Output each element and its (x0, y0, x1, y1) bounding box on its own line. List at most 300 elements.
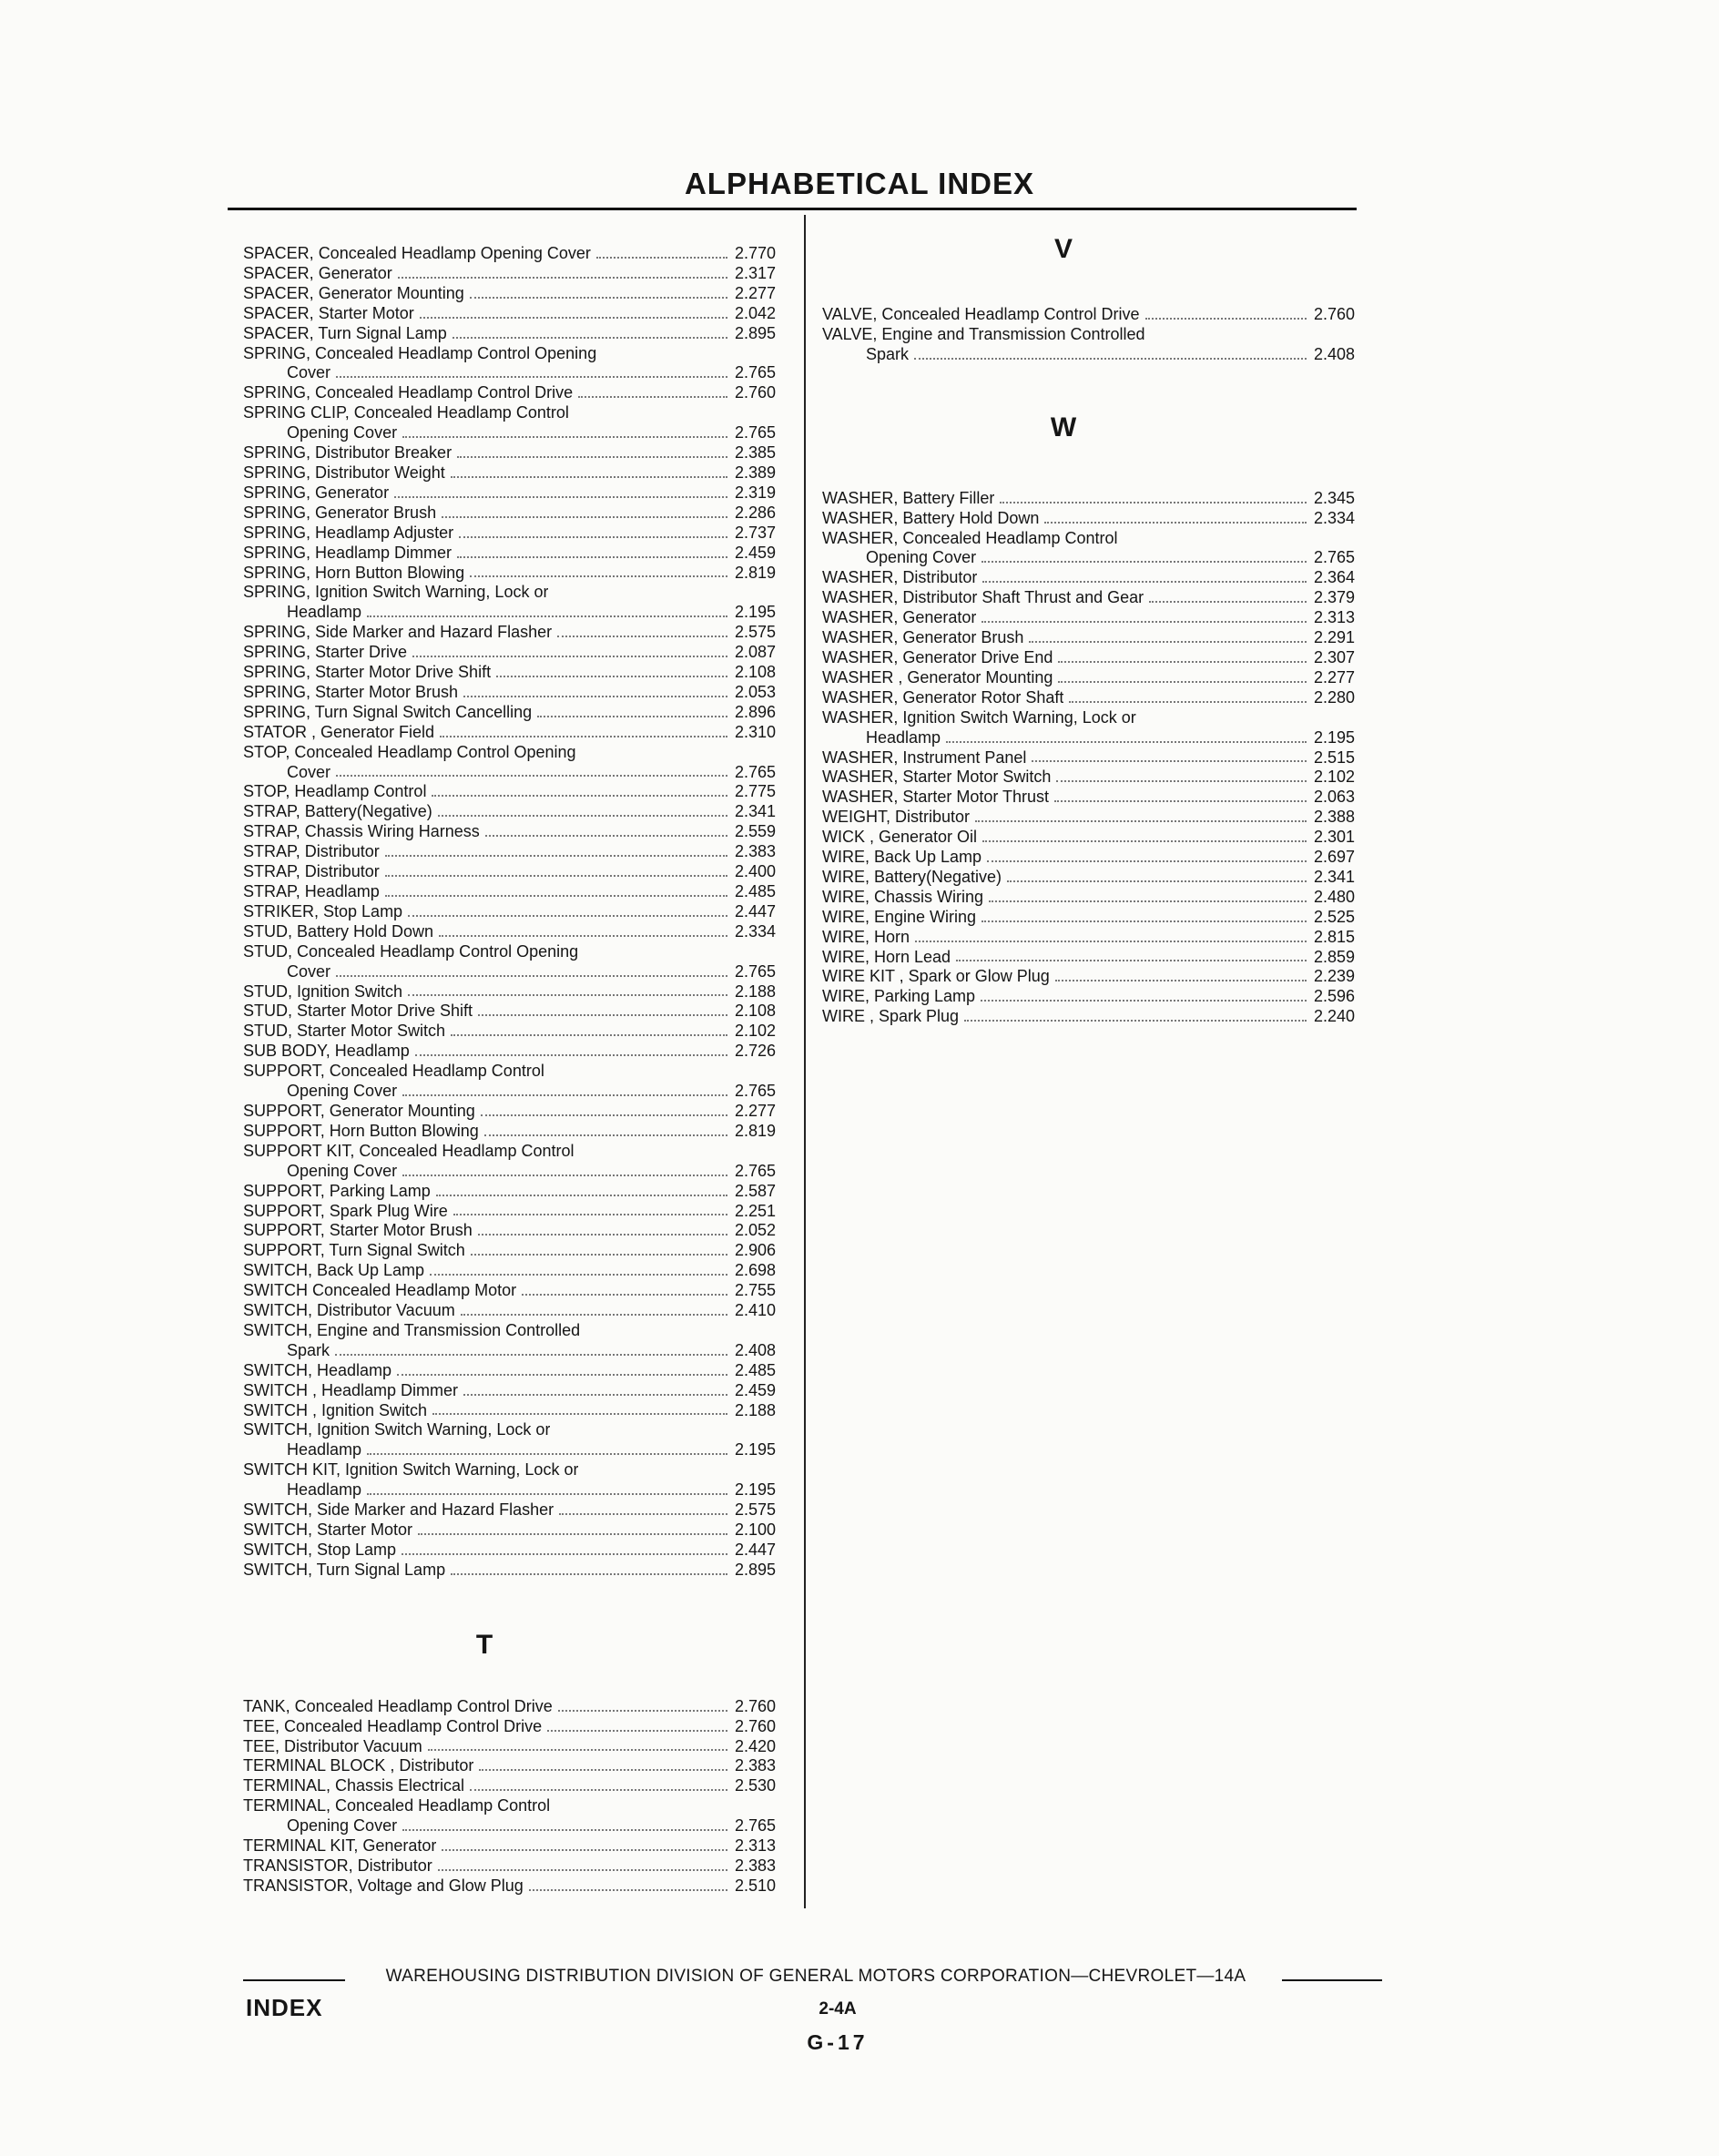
index-entry (243, 623, 798, 643)
index-entry (822, 325, 1378, 345)
entry-number: 2.379 (1314, 588, 1356, 607)
entry-number: 2.815 (1314, 927, 1356, 946)
index-entry (822, 489, 1378, 509)
entry-name: STUD, Ignition Switch (243, 981, 403, 1001)
entry-name-continued: Headlamp (287, 1440, 362, 1459)
entry-name: SWITCH, Starter Motor (243, 1520, 413, 1539)
dot-leader (1145, 318, 1307, 320)
index-entry (243, 544, 798, 564)
entry-name: SPRING, Headlamp Adjuster (243, 523, 454, 542)
entry-number: 2.319 (735, 483, 777, 502)
entry-number: 2.102 (735, 1022, 777, 1041)
entry-number: 2.345 (1314, 488, 1356, 507)
index-entry (243, 1816, 798, 1836)
entry-name: SWITCH KIT, Ignition Switch Warning, Lock or (243, 1460, 579, 1480)
entry-number: 2.559 (735, 822, 777, 841)
dot-leader (470, 1789, 727, 1791)
entry-name: STUD, Starter Motor Drive Shift (243, 1002, 473, 1021)
page-title: ALPHABETICAL INDEX (684, 167, 1035, 200)
index-entry (822, 509, 1378, 529)
entry-number: 2.697 (1314, 848, 1356, 867)
entry-name-continued: Headlamp (287, 1480, 362, 1500)
entry-number: 2.480 (1314, 887, 1356, 906)
s-entries (243, 244, 798, 1581)
entry-number: 2.188 (735, 1400, 777, 1419)
entry-number: 2.277 (1314, 667, 1356, 686)
dot-leader (1054, 800, 1307, 802)
entry-name: STUD, Starter Motor Switch (243, 1022, 446, 1041)
entry-name: SUPPORT, Turn Signal Switch (243, 1241, 465, 1260)
entry-name-continued: Opening Cover (287, 1082, 398, 1101)
entry-number: 2.383 (735, 1856, 777, 1875)
entry-number: 2.726 (735, 1042, 777, 1061)
entry-number: 2.383 (735, 842, 777, 861)
entry-name: WASHER, Generator Drive End (822, 647, 1053, 666)
dot-leader (481, 1114, 727, 1116)
entry-name: STOP, Headlamp Control (243, 782, 427, 801)
left-column (243, 244, 798, 1897)
index-entry (243, 683, 798, 703)
dot-leader (397, 1374, 727, 1376)
index-entry (243, 1381, 798, 1401)
dot-leader (453, 337, 727, 339)
entry-number: 2.301 (1314, 828, 1356, 847)
entry-name: STRAP, Battery(Negative) (243, 802, 432, 821)
dot-leader (559, 1513, 727, 1515)
index-entry (243, 942, 798, 962)
dot-leader (415, 1054, 727, 1056)
entry-number: 2.575 (735, 623, 777, 642)
dot-leader (336, 376, 727, 378)
entry-number: 2.420 (735, 1736, 777, 1755)
dot-leader (1151, 338, 1307, 340)
index-entry (243, 443, 798, 463)
index-entry (243, 403, 798, 423)
entry-number: 2.334 (1314, 508, 1356, 527)
entry-name: TEE, Concealed Headlamp Control Drive (243, 1716, 543, 1735)
index-entry (822, 588, 1378, 608)
entry-name: SPRING, Concealed Headlamp Control Opening (243, 343, 597, 362)
section-letter-t: T (475, 1629, 493, 1660)
entry-number: 2.485 (735, 1360, 777, 1379)
dot-leader (1056, 780, 1307, 782)
entry-name-continued: Opening Cover (287, 1161, 398, 1180)
dot-leader (402, 1175, 727, 1176)
index-entry (243, 1102, 798, 1122)
dot-leader (537, 716, 727, 717)
index-entry (243, 1062, 798, 1082)
index-entry (243, 1500, 798, 1520)
index-entry (243, 583, 798, 603)
dot-leader (1007, 880, 1307, 882)
entry-number: 2.280 (1314, 687, 1356, 707)
entry-number: 2.587 (735, 1181, 777, 1200)
dot-leader (451, 476, 727, 478)
dot-leader (550, 1074, 727, 1076)
entry-name-continued: Cover (287, 961, 331, 981)
entry-name: SPACER, Turn Signal Lamp (243, 323, 447, 342)
dot-leader (478, 1234, 727, 1236)
index-entry (243, 564, 798, 584)
entry-number: 2.819 (735, 563, 777, 582)
entry-number: 2.195 (1314, 727, 1356, 747)
dot-leader (1069, 701, 1307, 703)
entry-name: SPRING, Generator (243, 483, 390, 502)
entry-number: 2.251 (735, 1201, 777, 1220)
t-entries (243, 1697, 798, 1897)
dot-leader (555, 1809, 727, 1811)
footer-rule-right (1282, 1979, 1382, 1981)
entry-name: WASHER, Generator Rotor Shaft (822, 687, 1064, 707)
dot-leader (408, 915, 727, 917)
dot-leader (580, 1154, 727, 1156)
entry-number: 2.760 (735, 383, 777, 402)
entry-number: 2.334 (735, 921, 777, 941)
entry-number: 2.698 (735, 1261, 777, 1280)
index-entry (243, 1401, 798, 1421)
index-entry (822, 828, 1378, 848)
entry-number: 2.341 (735, 802, 777, 821)
entry-number: 2.765 (735, 762, 777, 781)
entry-name: SPACER, Generator (243, 263, 392, 282)
index-entry (243, 1737, 798, 1757)
entry-number: 2.313 (735, 1836, 777, 1856)
entry-name: TRANSISTOR, Distributor (243, 1856, 432, 1875)
entry-name: WIRE, Parking Lamp (822, 987, 976, 1006)
title-rule (228, 208, 1357, 210)
index-entry (243, 703, 798, 723)
entry-name: WEIGHT, Distributor (822, 808, 971, 827)
entry-number: 2.895 (735, 323, 777, 342)
entry-name: SWITCH, Back Up Lamp (243, 1261, 425, 1280)
index-entry (243, 1420, 798, 1440)
entry-name-continued: Opening Cover (866, 548, 977, 567)
dot-leader (585, 1334, 727, 1336)
entry-name: STUD, Concealed Headlamp Control Opening (243, 941, 579, 961)
entry-number: 2.291 (1314, 628, 1356, 647)
footer-rule-left (243, 1979, 345, 1981)
dot-leader (578, 396, 727, 398)
entry-name: WIRE, Back Up Lamp (822, 848, 982, 867)
dot-leader (914, 358, 1307, 360)
entry-number: 2.760 (735, 1696, 777, 1715)
dot-leader (1029, 641, 1307, 643)
index-entry (243, 1082, 798, 1102)
entry-number: 2.240 (1314, 1007, 1356, 1026)
dot-leader (982, 621, 1307, 623)
index-entry (243, 842, 798, 862)
dot-leader (975, 820, 1307, 822)
dot-leader (457, 556, 727, 558)
entry-number: 2.765 (735, 363, 777, 382)
entry-name: SUPPORT, Spark Plug Wire (243, 1201, 448, 1220)
page-number: G-17 (807, 2030, 869, 2054)
index-entry (243, 344, 798, 364)
entry-number: 2.108 (735, 663, 777, 682)
dot-leader (558, 1710, 727, 1712)
entry-number: 2.596 (1314, 987, 1356, 1006)
entry-name: SPRING, Concealed Headlamp Control Drive (243, 383, 574, 402)
index-entry (243, 1002, 798, 1022)
entry-number: 2.408 (1314, 344, 1356, 363)
index-entry (243, 1221, 798, 1241)
index-entry (243, 723, 798, 743)
entry-name: WASHER, Battery Hold Down (822, 508, 1040, 527)
index-entry (822, 345, 1378, 365)
index-entry (243, 244, 798, 264)
entry-name: SPRING, Side Marker and Hazard Flasher (243, 623, 553, 642)
index-entry (822, 768, 1378, 788)
dot-leader (432, 1413, 727, 1415)
index-entry (243, 1796, 798, 1816)
dot-leader (367, 615, 727, 617)
index-entry (822, 748, 1378, 768)
entry-name: STATOR , Generator Field (243, 722, 435, 741)
index-entry (822, 548, 1378, 568)
entry-number: 2.765 (1314, 548, 1356, 567)
index-entry (822, 529, 1378, 549)
entry-name: SPACER, Concealed Headlamp Opening Cover (243, 244, 591, 262)
entry-number: 2.459 (735, 1380, 777, 1399)
dot-leader (470, 297, 727, 299)
index-entry (243, 663, 798, 683)
entry-name: SWITCH , Headlamp Dimmer (243, 1380, 459, 1399)
index-entry (243, 643, 798, 663)
entry-name-continued: Cover (287, 363, 331, 382)
dot-leader (956, 960, 1307, 961)
entry-name: TEE, Distributor Vacuum (243, 1736, 422, 1755)
index-entry (822, 888, 1378, 908)
entry-name: SWITCH, Stop Lamp (243, 1540, 397, 1559)
dot-leader (554, 595, 727, 597)
entry-name: SUPPORT, Generator Mounting (243, 1101, 475, 1120)
index-entry (822, 808, 1378, 828)
dot-leader (457, 456, 727, 458)
entry-name: STRIKER, Stop Lamp (243, 901, 403, 920)
dot-leader (461, 1314, 727, 1316)
index-entry (243, 1301, 798, 1321)
dot-leader (436, 1195, 727, 1196)
index-entry (243, 1460, 798, 1480)
entry-number: 2.102 (1314, 768, 1356, 787)
section-letter-v: V (1053, 234, 1073, 264)
dot-leader (394, 496, 727, 498)
entry-number: 2.760 (1314, 305, 1356, 323)
index-entry (243, 743, 798, 763)
dot-leader (987, 860, 1307, 862)
entry-number: 2.515 (1314, 747, 1356, 767)
entry-name: WASHER, Ignition Switch Warning, Lock or (822, 707, 1136, 727)
entry-name: SWITCH, Side Marker and Hazard Flasher (243, 1500, 554, 1520)
entry-name-continued: Spark (287, 1340, 331, 1359)
dot-leader (496, 676, 727, 677)
index-entry (243, 1341, 798, 1361)
dot-leader (964, 1020, 1307, 1022)
entry-name: SPRING, Turn Signal Switch Cancelling (243, 702, 533, 721)
dot-leader (1123, 541, 1307, 543)
entry-number: 2.895 (735, 1560, 777, 1579)
dot-leader (915, 941, 1307, 942)
entry-name: SPRING, Horn Button Blowing (243, 563, 465, 582)
dot-leader (982, 581, 1307, 583)
dot-leader (408, 994, 727, 996)
entry-number: 2.307 (1314, 647, 1356, 666)
entry-name: SUPPORT KIT, Concealed Headlamp Control (243, 1141, 575, 1160)
index-entry (243, 483, 798, 503)
index-entry (822, 728, 1378, 748)
entry-number: 2.364 (1314, 568, 1356, 587)
dot-leader (402, 1094, 727, 1096)
dot-leader (336, 975, 727, 977)
right-column (822, 234, 1378, 1027)
dot-leader (336, 775, 727, 777)
entry-number: 2.770 (735, 244, 777, 262)
index-entry (822, 948, 1378, 968)
entry-number: 2.510 (735, 1876, 777, 1895)
dot-leader (440, 736, 727, 737)
entry-name: SPACER, Starter Motor (243, 303, 414, 322)
dot-leader (557, 636, 727, 637)
entry-name: STUD, Battery Hold Down (243, 921, 434, 941)
entry-name: WIRE , Spark Plug (822, 1007, 960, 1026)
entry-number: 2.896 (735, 702, 777, 721)
section-letter-w: W (1050, 412, 1077, 442)
index-entry (243, 882, 798, 902)
dot-leader (989, 900, 1307, 902)
entry-name: SPRING, Starter Motor Brush (243, 682, 459, 701)
index-entry (822, 967, 1378, 987)
entry-number: 2.053 (735, 682, 777, 701)
entry-number: 2.760 (735, 1716, 777, 1735)
entry-name: SPRING, Starter Motor Drive Shift (243, 663, 492, 682)
entry-name: WASHER, Instrument Panel (822, 747, 1027, 767)
dot-leader (412, 656, 727, 657)
dot-leader (335, 1354, 727, 1356)
index-entry (243, 503, 798, 524)
entry-number: 2.239 (1314, 967, 1356, 986)
index-entry (243, 304, 798, 324)
dot-leader (402, 1829, 727, 1831)
entry-number: 2.286 (735, 503, 777, 522)
index-entry (243, 962, 798, 982)
index-entry (822, 868, 1378, 888)
entry-name: TERMINAL, Chassis Electrical (243, 1776, 465, 1795)
dot-leader (981, 1000, 1307, 1002)
entry-name: SPRING, Headlamp Dimmer (243, 543, 453, 562)
entry-name: SUPPORT, Concealed Headlamp Control (243, 1062, 544, 1081)
dot-leader (1058, 661, 1307, 663)
dot-leader (584, 1473, 727, 1475)
entry-name: TERMINAL KIT, Generator (243, 1836, 437, 1856)
index-entry (243, 922, 798, 942)
index-entry (243, 1520, 798, 1541)
entry-name: STRAP, Distributor (243, 862, 380, 881)
index-entry (243, 463, 798, 483)
dot-leader (432, 795, 727, 797)
index-entry (243, 1182, 798, 1202)
entry-number: 2.859 (1314, 947, 1356, 966)
footer-publisher: WAREHOUSING DISTRIBUTION DIVISION OF GENERAL MOTORS CORPORATION—CHEVROLET—14A (385, 1967, 1246, 1986)
entry-name: WIRE, Horn (822, 927, 910, 946)
entry-name: STRAP, Distributor (243, 842, 380, 861)
entry-name: SWITCH, Engine and Transmission Controlled (243, 1320, 581, 1339)
dot-leader (946, 741, 1307, 743)
entry-name: SPACER, Generator Mounting (243, 283, 464, 302)
entry-name: STOP, Concealed Headlamp Control Opening (243, 742, 576, 761)
entry-name: VALVE, Engine and Transmission Controlled (822, 324, 1145, 343)
dot-leader (463, 696, 727, 697)
entry-name: WIRE, Engine Wiring (822, 907, 977, 926)
entry-name-continued: Headlamp (866, 727, 941, 747)
index-entry (243, 1756, 798, 1776)
dot-leader (470, 575, 727, 577)
entry-name: WIRE KIT , Spark or Glow Plug (822, 967, 1050, 986)
entry-name: WIRE, Battery(Negative) (822, 867, 1002, 886)
dot-leader (478, 1014, 727, 1016)
dot-leader (575, 416, 727, 418)
index-entry (822, 688, 1378, 708)
dot-leader (442, 1849, 727, 1851)
entry-name: SUPPORT, Starter Motor Brush (243, 1221, 473, 1240)
entry-name: TRANSISTOR, Voltage and Glow Plug (243, 1876, 524, 1895)
entry-number: 2.100 (735, 1520, 777, 1539)
entry-name: SUPPORT, Horn Button Blowing (243, 1121, 479, 1140)
index-entry (243, 1480, 798, 1500)
index-entry (243, 1697, 798, 1717)
entry-name: SPRING, Generator Brush (243, 503, 437, 522)
entry-number: 2.410 (735, 1301, 777, 1320)
index-entry (822, 568, 1378, 588)
entry-name: WASHER, Distributor (822, 568, 978, 587)
dot-leader (1044, 522, 1307, 524)
entry-number: 2.408 (735, 1340, 777, 1359)
entry-name: SPRING, Starter Drive (243, 643, 408, 662)
dot-leader (459, 536, 727, 538)
entry-name: TERMINAL, Concealed Headlamp Control (243, 1796, 551, 1815)
index-entry (243, 1717, 798, 1737)
index-entry (243, 782, 798, 802)
index-entry (243, 902, 798, 922)
index-entry (243, 1440, 798, 1460)
dot-leader (438, 1869, 727, 1871)
entry-number: 2.765 (735, 961, 777, 981)
entry-number: 2.277 (735, 283, 777, 302)
entry-number: 2.755 (735, 1281, 777, 1300)
index-entry (243, 862, 798, 882)
entry-name-continued: Spark (866, 344, 910, 363)
index-entry (822, 708, 1378, 728)
entry-number: 2.765 (735, 1161, 777, 1180)
dot-leader (442, 516, 727, 518)
dot-leader (398, 277, 727, 279)
index-entry (822, 668, 1378, 688)
entry-number: 2.906 (735, 1241, 777, 1260)
dot-leader (982, 840, 1307, 842)
index-entry (822, 305, 1378, 325)
index-entry (243, 603, 798, 623)
dot-leader (453, 1214, 727, 1215)
dot-leader (402, 1553, 727, 1555)
dot-leader (402, 436, 727, 438)
entry-name: SWITCH, Turn Signal Lamp (243, 1560, 446, 1579)
index-entry (243, 802, 798, 822)
entry-number: 2.195 (735, 1480, 777, 1500)
entry-number: 2.737 (735, 523, 777, 542)
dot-leader (1142, 721, 1307, 723)
dot-leader (529, 1889, 727, 1891)
entry-name: SUPPORT, Parking Lamp (243, 1181, 431, 1200)
entry-name: SUB BODY, Headlamp (243, 1042, 410, 1061)
